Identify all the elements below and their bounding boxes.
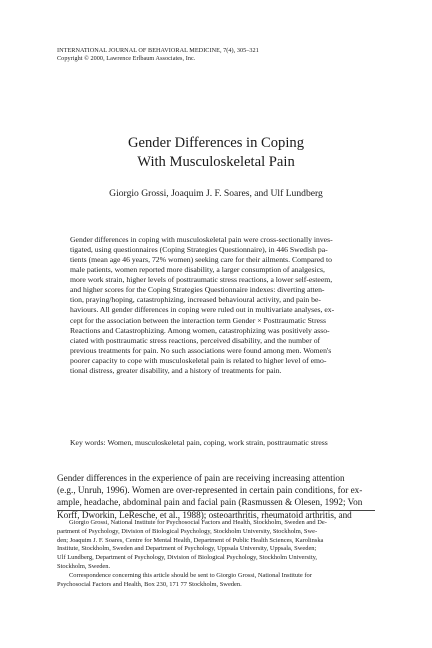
correspondence-line: Correspondence concerning this article should be sent to Giorgio Grossi, National Institute for [69, 571, 312, 579]
title-line: With Musculoskeletal Pain [137, 153, 295, 170]
abstract [70, 235, 370, 376]
copyright-line: Copyright © 2000, Lawrence Erlbaum Associates, Inc. [57, 55, 196, 62]
abstract-line: tigated, using questionnaires (Coping Strategies Questionnaire), in 446 Swedish pa- [70, 245, 328, 255]
abstract-line: tion, praying/hoping, catastrophizing, increased behavioural activity, and pain be- [70, 295, 321, 305]
abstract-line: Gender differences in coping with musculoskeletal pain were cross-sectionally inves- [70, 235, 333, 244]
affiliation-line: partment of Psychology, Division of Biological Psychology, Stockholm University, Stockholm, Swe- [57, 527, 318, 535]
abstract-line: tional distress, greater disability, and a history of treatments for pain. [70, 365, 282, 375]
correspondence-line: Psychosocial Factors and Health, Box 230, 171 77 Stockholm, Sweden. [57, 580, 242, 588]
abstract-line: cept for the association between the interaction term Gender × Posttraumatic Stress [70, 315, 327, 325]
abstract-line: male patients, women reported more disability, a larger consumption of analgesics, [70, 265, 325, 275]
affiliation-line: Institute, Stockholm, Sweden and Department of Psychology, Uppsala University, Uppsala, Sweden; [57, 545, 317, 553]
body-line: ample, headache, abdominal pain and facial pain (Rasmussen & Olesen, 1992; Von [57, 497, 363, 508]
abstract-line: haviours. All gender differences in coping were ruled out in multivariate analyses, ex- [70, 305, 335, 315]
footnotes [57, 519, 377, 589]
abstract-line: previous treatments for pain. No such associations were found among men. Women's [70, 345, 332, 355]
body-line: Korff, Dworkin, LeResche, et al., 1988); osteoarthritis, rheumatoid arthritis, and [57, 509, 352, 520]
article-title [57, 134, 375, 171]
abstract-line: tients (mean age 46 years, 72% women) seeking care for their ailments. Compared to [70, 255, 332, 265]
keywords: Key words: Women, musculoskeletal pain, coping, work strain, posttraumatic stress [70, 438, 328, 447]
affiliation-line: Giorgio Grossi, National Institute for Psychosocial Factors and Health, Stockholm, Sweden and De- [69, 519, 327, 526]
body-paragraph [57, 472, 375, 521]
body-line: Gender differences in the experience of pain are receiving increasing attention [57, 473, 345, 483]
abstract-line: and higher scores for the Coping Strategies Questionnaire indexes: diverting atten- [70, 285, 325, 295]
author-list: Giorgio Grossi, Joaquim J. F. Soares, and Ulf Lundberg [109, 188, 323, 199]
affiliation-line: Ulf Lundberg, Department of Psychology, Division of Biological Psychology, Stockholm University, [57, 554, 318, 562]
abstract-line: ciated with posttraumatic stress reactions, perceived disability, and the number of [70, 335, 321, 345]
body-line: (e.g., Unruh, 1996). Women are over-represented in certain pain conditions, for ex- [57, 485, 363, 496]
abstract-line: more work strain, higher levels of posttraumatic stress reactions, a lower self-esteem, [70, 275, 333, 285]
abstract-line: Reactions and Catastrophizing. Among women, catastrophizing was positively asso- [70, 325, 330, 335]
affiliation-line: Stockholm, Sweden. [57, 562, 111, 570]
abstract-line: poorer capacity to cope with musculoskeletal pain is related to higher level of emo- [70, 355, 327, 365]
footnote-divider [57, 510, 375, 511]
affiliation-line: den; Joaquim J. F. Soares, Centre for Mental Health, Department of Public Health Sciences, Karolinska [57, 536, 324, 544]
journal-citation: INTERNATIONAL JOURNAL OF BEHAVIORAL MEDICINE, 7(4), 305–321 [57, 47, 259, 54]
title-line: Gender Differences in Coping [127, 135, 304, 151]
journal-header [57, 47, 377, 63]
